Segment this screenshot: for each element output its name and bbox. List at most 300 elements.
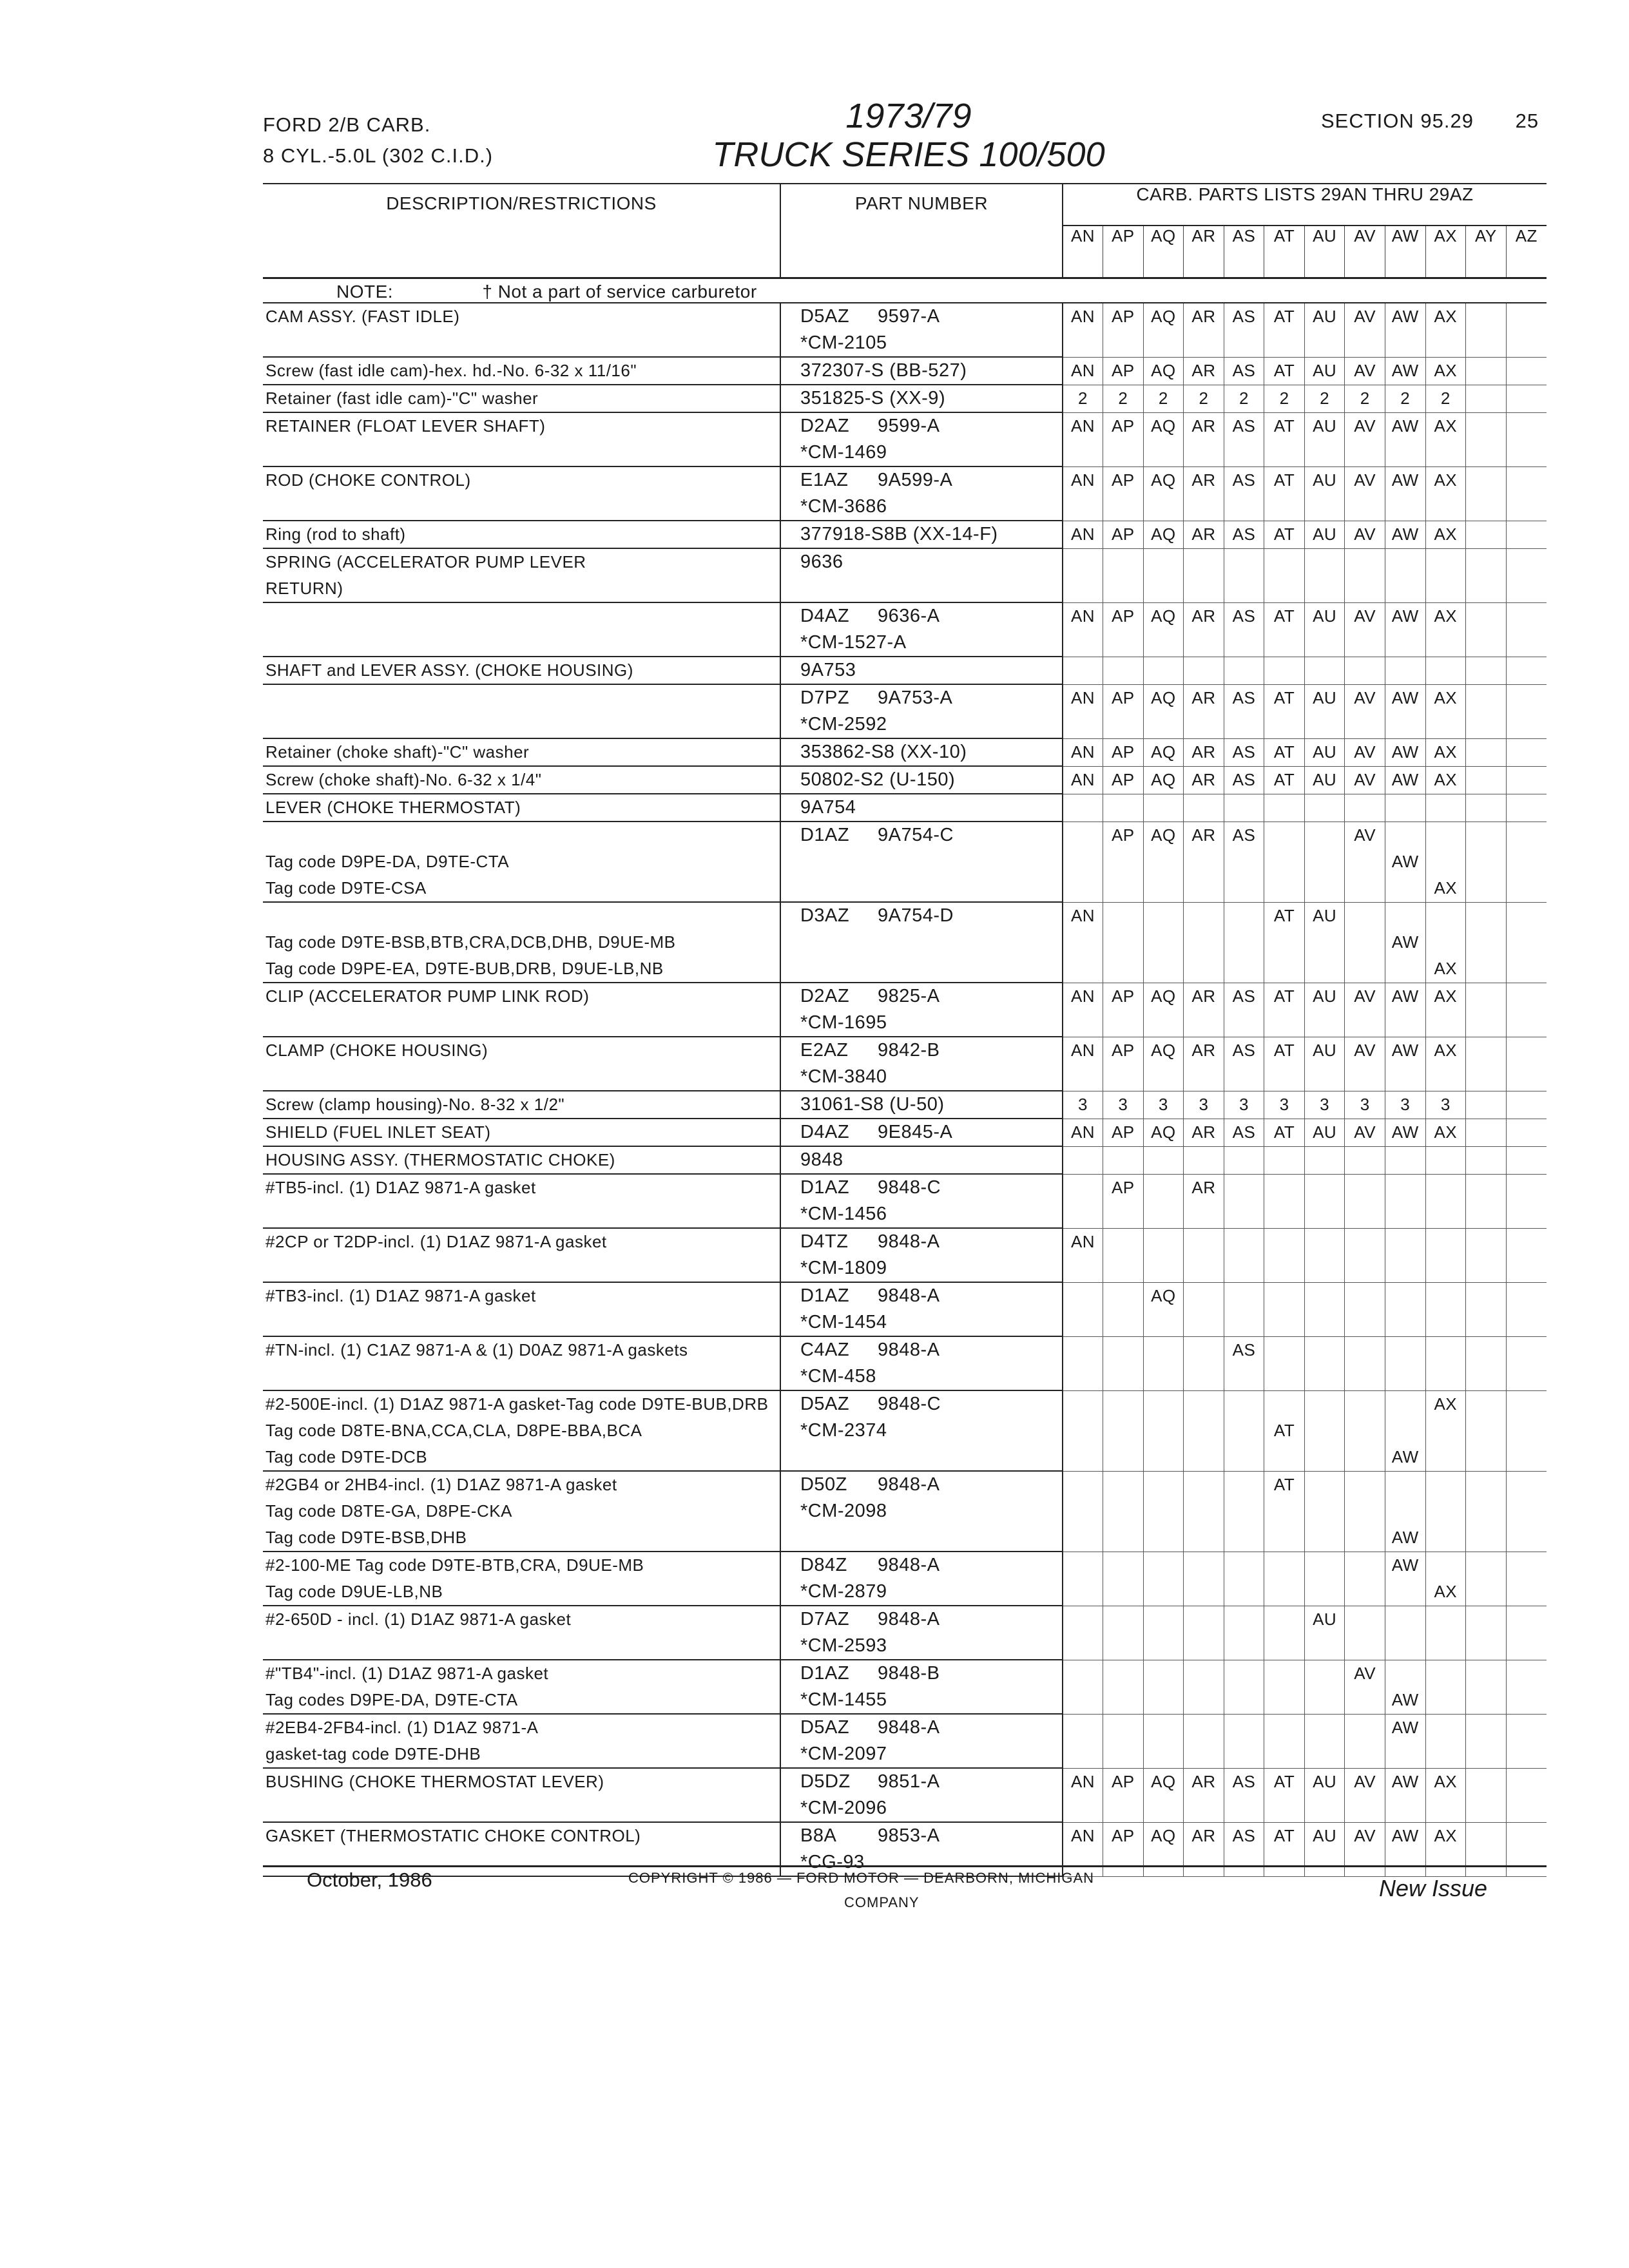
part-prefix: 351825-S (XX-9) (800, 388, 946, 408)
code-cell (1345, 1687, 1385, 1714)
table-row (263, 1363, 1547, 1390)
code-cell (1466, 1309, 1507, 1336)
code-cell: AT (1264, 602, 1305, 629)
code-cell: AR (1184, 983, 1224, 1010)
code-cell (1385, 1201, 1425, 1228)
code-cell: AN (1063, 602, 1103, 629)
code-cell (1304, 794, 1345, 822)
code-cell (1063, 1201, 1103, 1228)
part-number-cell (780, 1037, 1063, 1064)
code-cell (1264, 439, 1305, 466)
code-cell (1143, 1633, 1184, 1660)
code-cell (1466, 956, 1507, 983)
code-cell (1345, 1201, 1385, 1228)
code-cell (1345, 875, 1385, 902)
code-cell (1264, 1849, 1305, 1876)
code-cell (1063, 1390, 1103, 1418)
code-cell (1466, 1119, 1507, 1146)
part-number-cell (780, 330, 1063, 357)
code-cell (1224, 330, 1264, 357)
code-cell (1143, 1795, 1184, 1822)
code-cell (1224, 1363, 1264, 1390)
part-number-cell (780, 629, 1063, 657)
code-cell: 3 (1143, 1091, 1184, 1119)
code-cell: AW (1385, 684, 1425, 711)
code-cell (1143, 1498, 1184, 1524)
footer-company: COMPANY (844, 1894, 920, 1910)
code-cell: AW (1385, 983, 1425, 1010)
part-prefix: *CM-1456 (800, 1204, 887, 1224)
code-cell (1385, 1795, 1425, 1822)
code-cell (1425, 1174, 1466, 1201)
code-cell: AT (1264, 1037, 1305, 1064)
code-cell (1466, 1146, 1507, 1174)
code-cell (1184, 1255, 1224, 1282)
table-row (263, 330, 1547, 357)
code-cell (1304, 1418, 1345, 1444)
part-number-cell (780, 657, 1063, 684)
part-prefix: D4AZ (800, 1122, 850, 1142)
code-cell (1304, 1444, 1345, 1471)
description-cell (263, 711, 780, 738)
code-cell (1063, 1010, 1103, 1037)
code-cell (1345, 1309, 1385, 1336)
code-cell (1224, 1146, 1264, 1174)
description-cell (263, 684, 780, 711)
code-cell: AN (1063, 983, 1103, 1010)
code-cell: AQ (1143, 822, 1184, 849)
code-cell (1425, 1336, 1466, 1363)
code-cell: AX (1425, 412, 1466, 439)
code-cell: AR (1184, 766, 1224, 794)
code-cell (1506, 1146, 1547, 1174)
code-cell (1345, 1579, 1385, 1606)
code-cell (1506, 494, 1547, 521)
part-number-cell (780, 303, 1063, 330)
code-cell: AQ (1143, 1768, 1184, 1795)
code-cell: AX (1425, 983, 1466, 1010)
code-cell (1345, 1390, 1385, 1418)
code-cell (1466, 466, 1507, 494)
code-cell (1184, 1687, 1224, 1714)
description-cell: Screw (clamp housing)-No. 8-32 x 1/2" (263, 1091, 780, 1119)
code-cell: AW (1385, 521, 1425, 548)
code-cell (1466, 1660, 1507, 1687)
table-row (263, 629, 1547, 657)
code-cell (1425, 1418, 1466, 1444)
code-cell: AQ (1143, 983, 1184, 1010)
code-cell (1143, 1524, 1184, 1552)
code-cell (1466, 412, 1507, 439)
table-row (263, 1660, 1547, 1687)
code-cell (1466, 1633, 1507, 1660)
table-row (263, 657, 1547, 684)
code-cell (1063, 849, 1103, 875)
code-cell (1304, 1633, 1345, 1660)
code-cell: AX (1425, 303, 1466, 330)
column-header-code: AV (1345, 226, 1385, 278)
code-cell (1385, 1064, 1425, 1091)
part-number-cell (780, 1119, 1063, 1146)
part-number-cell (780, 684, 1063, 711)
description-cell (263, 1010, 780, 1037)
code-cell (1304, 1309, 1345, 1336)
description-cell: Screw (choke shaft)-No. 6-32 x 1/4" (263, 766, 780, 794)
code-cell (1143, 494, 1184, 521)
code-cell (1143, 902, 1184, 929)
code-cell: AN (1063, 684, 1103, 711)
code-cell (1466, 521, 1507, 548)
part-prefix: D5AZ (800, 1717, 850, 1738)
code-cell: AU (1304, 1119, 1345, 1146)
code-cell: 3 (1063, 1091, 1103, 1119)
code-cell: AV (1345, 602, 1385, 629)
code-cell (1184, 875, 1224, 902)
code-cell (1304, 929, 1345, 956)
code-cell: AN (1063, 1768, 1103, 1795)
code-cell (1184, 711, 1224, 738)
code-cell: AT (1264, 1768, 1305, 1795)
description-cell: gasket-tag code D9TE-DHB (263, 1741, 780, 1768)
code-cell (1466, 1418, 1507, 1444)
code-cell (1425, 1714, 1466, 1741)
code-cell (1063, 1471, 1103, 1498)
part-prefix: D7PZ (800, 687, 850, 708)
code-cell: AR (1184, 466, 1224, 494)
code-cell (1143, 929, 1184, 956)
code-cell (1385, 330, 1425, 357)
code-cell: AQ (1143, 412, 1184, 439)
table-row (263, 1037, 1547, 1064)
code-cell: AN (1063, 902, 1103, 929)
code-cell (1304, 629, 1345, 657)
code-cell (1304, 548, 1345, 575)
code-cell: AS (1224, 357, 1264, 385)
code-cell: AV (1345, 766, 1385, 794)
code-cell: AU (1304, 684, 1345, 711)
code-cell (1304, 494, 1345, 521)
table-row (263, 466, 1547, 494)
code-cell: AV (1345, 521, 1385, 548)
code-cell (1466, 657, 1507, 684)
code-cell (1425, 1687, 1466, 1714)
code-cell (1103, 902, 1144, 929)
code-cell: AQ (1143, 466, 1184, 494)
code-cell: 3 (1425, 1091, 1466, 1119)
code-cell (1425, 849, 1466, 875)
code-cell (1184, 1606, 1224, 1633)
code-cell (1466, 385, 1507, 412)
part-number-cell (780, 1309, 1063, 1336)
code-cell (1425, 548, 1466, 575)
code-cell (1103, 1552, 1144, 1579)
code-cell (1466, 357, 1507, 385)
code-cell (1425, 1201, 1466, 1228)
code-cell (1466, 1768, 1507, 1795)
code-cell: AU (1304, 738, 1345, 766)
code-cell (1385, 1471, 1425, 1498)
table-row (263, 1633, 1547, 1660)
code-cell: AR (1184, 521, 1224, 548)
code-cell: AX (1425, 1119, 1466, 1146)
code-cell (1143, 794, 1184, 822)
code-cell (1506, 1228, 1547, 1255)
table-row (263, 1418, 1547, 1444)
code-cell (1143, 1064, 1184, 1091)
part-prefix: E1AZ (800, 470, 849, 490)
code-cell (1224, 794, 1264, 822)
code-cell (1466, 1795, 1507, 1822)
part-prefix: *CM-1527-A (800, 632, 907, 653)
code-cell (1466, 1741, 1507, 1768)
description-cell: #2-100-ME Tag code D9TE-BTB,CRA, D9UE-MB (265, 1555, 644, 1575)
description-cell: Tag code D9TE-BSB,DHB (263, 1524, 780, 1552)
code-cell (1103, 657, 1144, 684)
code-cell: AN (1063, 412, 1103, 439)
code-cell (1304, 330, 1345, 357)
code-cell (1143, 1146, 1184, 1174)
code-cell (1063, 1714, 1103, 1741)
part-number-cell (780, 875, 1063, 902)
code-cell (1304, 1010, 1345, 1037)
code-cell (1224, 1228, 1264, 1255)
code-cell (1425, 1309, 1466, 1336)
code-cell: AV (1345, 412, 1385, 439)
code-cell (1466, 602, 1507, 629)
code-cell: AP (1103, 466, 1144, 494)
code-cell (1184, 494, 1224, 521)
code-cell (1506, 1010, 1547, 1037)
part-prefix: D5AZ (800, 1394, 850, 1414)
code-cell (1063, 875, 1103, 902)
part-suffix: 9848-C (877, 1394, 941, 1414)
code-cell: AS (1224, 303, 1264, 330)
code-cell (1385, 1418, 1425, 1444)
code-cell (1063, 822, 1103, 849)
code-cell (1264, 1606, 1305, 1633)
code-cell (1506, 357, 1547, 385)
code-cell (1466, 330, 1507, 357)
code-cell (1304, 1471, 1345, 1498)
part-prefix: *CM-1454 (800, 1312, 887, 1332)
code-cell (1304, 849, 1345, 875)
code-cell (1063, 1795, 1103, 1822)
code-cell: AV (1345, 1119, 1385, 1146)
code-cell: AT (1264, 521, 1305, 548)
code-cell (1184, 1714, 1224, 1741)
table-row (263, 1714, 1547, 1741)
code-cell (1143, 875, 1184, 902)
code-cell (1506, 1768, 1547, 1795)
code-cell: AP (1103, 1037, 1144, 1064)
code-cell (1385, 902, 1425, 929)
part-number-cell (780, 983, 1063, 1010)
code-cell: AP (1103, 822, 1144, 849)
code-cell: AV (1345, 1660, 1385, 1687)
footer-date: October, 1986 (307, 1869, 432, 1891)
part-prefix: B8A (800, 1825, 837, 1846)
code-cell: AQ (1143, 357, 1184, 385)
code-cell (1506, 1336, 1547, 1363)
code-cell (1184, 575, 1224, 602)
code-cell (1506, 1471, 1547, 1498)
code-cell (1184, 1336, 1224, 1363)
code-cell (1103, 1633, 1144, 1660)
code-cell (1345, 439, 1385, 466)
part-number-cell (780, 1795, 1063, 1822)
code-cell (1506, 822, 1547, 849)
code-cell: AU (1304, 1822, 1345, 1849)
code-cell (1224, 929, 1264, 956)
code-cell (1143, 1741, 1184, 1768)
table-row (263, 385, 1547, 412)
code-cell (1345, 629, 1385, 657)
column-header-code: AU (1304, 226, 1345, 278)
code-cell (1466, 1606, 1507, 1633)
code-cell (1385, 794, 1425, 822)
table-row (263, 1687, 1547, 1714)
table-row (263, 1552, 1547, 1579)
code-cell: AP (1103, 684, 1144, 711)
description-cell (263, 330, 780, 357)
table-row (263, 303, 1547, 330)
description-cell: #2EB4-2FB4-incl. (1) D1AZ 9871-A (265, 1718, 539, 1737)
code-cell (1063, 575, 1103, 602)
code-cell: AR (1184, 412, 1224, 439)
part-number-cell (780, 1471, 1063, 1498)
code-cell (1184, 929, 1224, 956)
code-cell (1304, 1741, 1345, 1768)
code-cell (1264, 657, 1305, 684)
part-prefix: 372307-S (BB-527) (800, 360, 967, 381)
code-cell: AT (1264, 684, 1305, 711)
part-suffix: 9A753-A (877, 687, 953, 708)
code-cell (1264, 956, 1305, 983)
part-number-cell (780, 1444, 1063, 1471)
description-cell (263, 494, 780, 521)
part-prefix: *CM-3840 (800, 1066, 887, 1087)
code-cell: AP (1103, 1822, 1144, 1849)
code-cell: AW (1385, 1444, 1425, 1471)
code-cell (1063, 657, 1103, 684)
code-cell: AW (1385, 1822, 1425, 1849)
code-cell (1184, 1282, 1224, 1309)
code-cell (1506, 956, 1547, 983)
code-cell (1063, 1282, 1103, 1309)
code-cell: AW (1385, 602, 1425, 629)
table-row (263, 1201, 1547, 1228)
code-cell: AQ (1143, 303, 1184, 330)
part-suffix: 9A599-A (877, 470, 953, 490)
code-cell (1103, 794, 1144, 822)
code-cell (1345, 929, 1385, 956)
code-cell (1184, 1471, 1224, 1498)
code-cell (1506, 1418, 1547, 1444)
code-cell (1425, 1741, 1466, 1768)
code-cell: AU (1304, 412, 1345, 439)
code-cell: 3 (1224, 1091, 1264, 1119)
code-cell: AV (1345, 684, 1385, 711)
code-cell (1264, 1064, 1305, 1091)
code-cell (1385, 1174, 1425, 1201)
part-prefix: 31061-S8 (U-50) (800, 1094, 945, 1115)
code-cell (1224, 1282, 1264, 1309)
part-suffix: 9636-A (877, 606, 940, 626)
code-cell (1425, 1228, 1466, 1255)
code-cell: AU (1304, 902, 1345, 929)
code-cell (1103, 1363, 1144, 1390)
code-cell (1264, 1498, 1305, 1524)
part-prefix: D4TZ (800, 1231, 849, 1252)
part-number-cell (780, 1606, 1063, 1633)
part-number-cell (780, 1418, 1063, 1444)
code-cell: AS (1224, 822, 1264, 849)
code-cell: AT (1264, 1822, 1305, 1849)
code-cell (1143, 629, 1184, 657)
code-cell (1425, 1633, 1466, 1660)
code-cell (1224, 902, 1264, 929)
part-number-cell (780, 1091, 1063, 1119)
code-cell (1103, 1282, 1144, 1309)
code-cell (1264, 1660, 1305, 1687)
code-cell (1103, 711, 1144, 738)
code-cell (1466, 1282, 1507, 1309)
code-cell (1345, 1174, 1385, 1201)
part-suffix: 9848-A (877, 1717, 940, 1738)
code-cell (1224, 1660, 1264, 1687)
code-cell: AR (1184, 357, 1224, 385)
code-cell: AU (1304, 602, 1345, 629)
code-cell (1143, 439, 1184, 466)
code-cell (1425, 711, 1466, 738)
part-prefix: D1AZ (800, 1177, 850, 1198)
code-cell (1184, 956, 1224, 983)
header-years: 1973/79 (845, 97, 972, 135)
code-cell: AQ (1143, 521, 1184, 548)
part-number-cell (780, 466, 1063, 494)
code-cell (1224, 1606, 1264, 1633)
part-prefix: D1AZ (800, 1285, 850, 1306)
table-row (263, 1146, 1547, 1174)
code-cell: 3 (1264, 1091, 1305, 1119)
part-number-cell (780, 1524, 1063, 1552)
code-cell (1345, 1146, 1385, 1174)
code-cell (1385, 1282, 1425, 1309)
code-cell (1103, 1606, 1144, 1633)
code-cell: AP (1103, 738, 1144, 766)
code-cell: AS (1224, 602, 1264, 629)
code-cell (1184, 439, 1224, 466)
code-cell (1425, 794, 1466, 822)
part-number-cell (780, 1010, 1063, 1037)
code-cell (1103, 1228, 1144, 1255)
code-cell: AQ (1143, 1119, 1184, 1146)
code-cell (1506, 1119, 1547, 1146)
code-cell (1224, 1498, 1264, 1524)
description-cell: #"TB4"-incl. (1) D1AZ 9871-A gasket (265, 1664, 549, 1683)
code-cell (1466, 822, 1507, 849)
code-cell (1184, 1201, 1224, 1228)
code-cell (1425, 1795, 1466, 1822)
code-cell (1466, 711, 1507, 738)
table-row (263, 548, 1547, 575)
code-cell (1103, 956, 1144, 983)
description-cell: Tag code D9TE-BSB,BTB,CRA,DCB,DHB, D9UE-MB (265, 932, 676, 952)
part-prefix: D1AZ (800, 1663, 850, 1684)
code-cell (1506, 1849, 1547, 1876)
code-cell (1224, 439, 1264, 466)
code-cell (1103, 1471, 1144, 1498)
